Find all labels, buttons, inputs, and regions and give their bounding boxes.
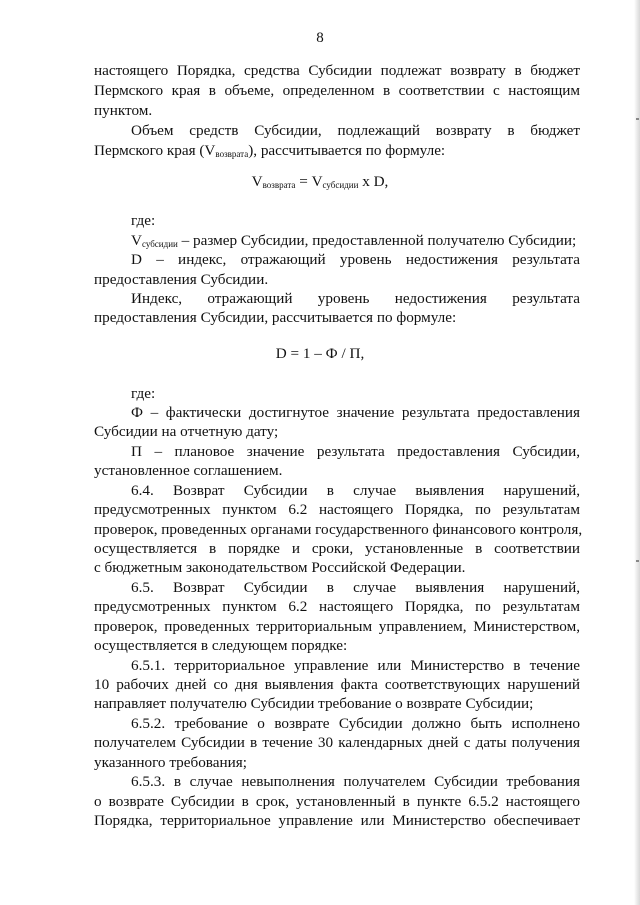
text-line: 6.5.2. требование о возврате Субсидии должно быть исполнено: [131, 715, 580, 732]
text-line: 6.4. Возврат Субсидии в случае выявления нарушений,: [131, 482, 580, 499]
text-line: предоставления Субсидии.: [94, 271, 269, 288]
text-line: осуществляется в порядке и сроки, установленные в соответствии: [94, 540, 580, 557]
text-line: настоящего Порядка, средства Субсидии подлежат возврату в бюджет: [94, 62, 580, 79]
text-line: указанного требования;: [94, 754, 247, 771]
formula-return-volume: $V_{возврата} = V_{субсидии}$ x D,: [251, 173, 389, 190]
text-line: о возврате Субсидии в срок, установленный в пункте 6.5.2 настоящего: [94, 793, 580, 810]
text-line: где:: [131, 385, 156, 402]
formula-index: D = 1 – Ф / П,: [275, 345, 365, 362]
text-line: Индекс, отражающий уровень недостижения результата: [131, 290, 580, 307]
scan-edge-shadow: [634, 0, 640, 905]
text-line: с бюджетным законодательством Российской Федерации.: [94, 559, 466, 576]
text-line: предусмотренных пунктом 6.2 настоящего Порядка, по результатам: [94, 598, 580, 615]
text-line: установленное соглашением.: [94, 462, 283, 479]
text-line: 6.5.1. территориальное управление или Министерство в течение: [131, 657, 580, 674]
text-line: Объем средств Субсидии, подлежащий возврату в бюджет: [131, 122, 580, 139]
text-line: Пермского края $(V_{возврата})$, рассчитывается по формуле:: [94, 142, 446, 159]
text-line: Ф – фактически достигнутое значение результата предоставления: [131, 404, 580, 421]
scan-edge-mark: [636, 118, 639, 120]
text-line: D – индекс, отражающий уровень недостижения результата: [131, 251, 580, 268]
text-line: 6.5.3. в случае невыполнения получателем Субсидии требования: [131, 773, 580, 790]
text-line: где:: [131, 212, 156, 229]
text-line: Порядка, территориальное управление или Министерство обеспечивает: [94, 812, 580, 829]
text-line: проверок, проведенных органами государственного финансового контроля,: [94, 521, 583, 538]
text-line: $V_{субсидии}$ – размер Субсидии, предоставленной получателю Субсидии;: [131, 232, 577, 249]
text-line: 6.5. Возврат Субсидии в случае выявления нарушений,: [131, 579, 580, 596]
text-line: Субсидии на отчетную дату;: [94, 423, 279, 440]
text-line: Пермского края в объеме, определенном в соответствии с настоящим: [94, 82, 580, 99]
text-line: предусмотренных пунктом 6.2 настоящего Порядка, по результатам: [94, 501, 580, 518]
text-line: 10 рабочих дней со дня выявления факта соответствующих нарушений: [94, 676, 580, 693]
text-line: осуществляется в следующем порядке:: [94, 637, 348, 654]
text-line: проверок, проведенных территориальным управлением, Министерством,: [94, 618, 580, 635]
text-line: предоставления Субсидии, рассчитывается по формуле:: [94, 309, 457, 326]
scan-edge-mark: [636, 560, 639, 562]
text-line: получателем Субсидии в течение 30 календарных дней с даты получения: [94, 734, 580, 751]
text-line: П – плановое значение результата предоставления Субсидии,: [131, 443, 580, 460]
page-number: 8: [316, 30, 324, 46]
text-line: пунктом.: [94, 102, 153, 119]
text-line: направляет получателю Субсидии требование о возврате Субсидии;: [94, 695, 534, 712]
